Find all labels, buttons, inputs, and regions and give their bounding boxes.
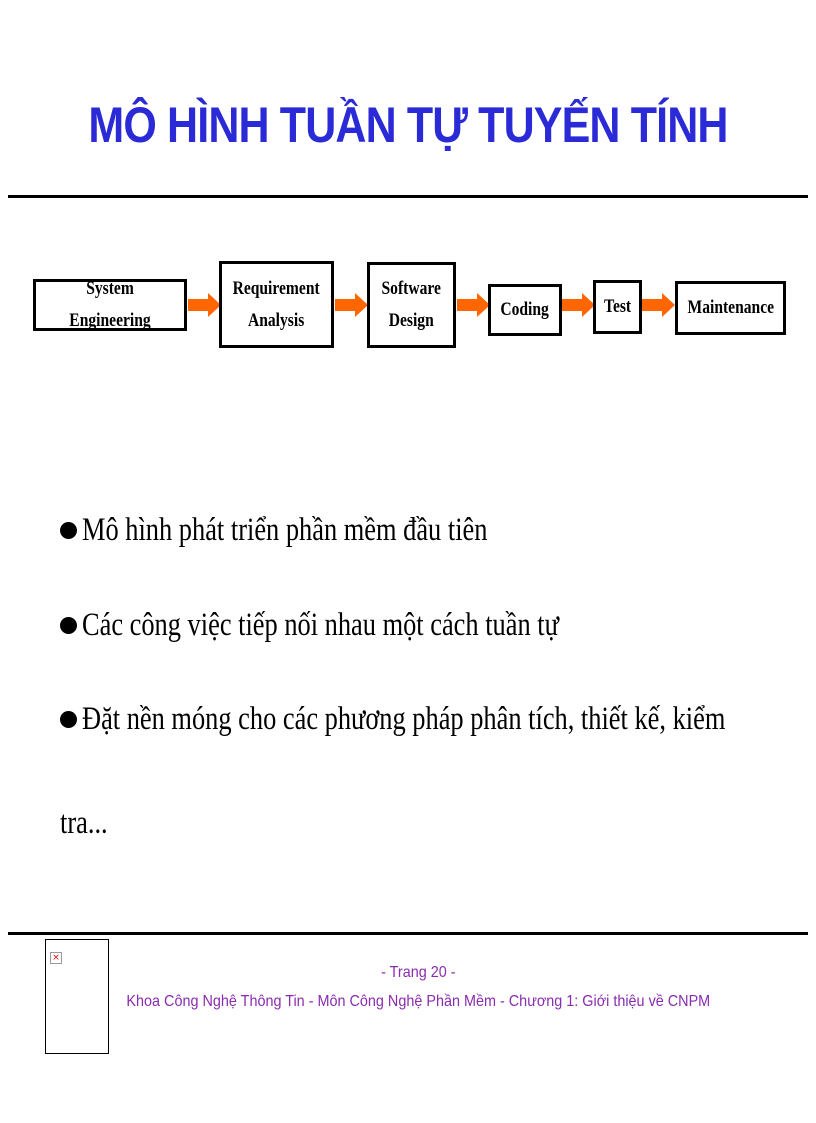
bullet-dot-icon <box>60 617 77 634</box>
arrow-icon <box>457 293 490 317</box>
broken-image-icon: × <box>50 952 62 964</box>
arrow-icon <box>562 293 595 317</box>
bottom-divider <box>8 932 808 935</box>
step-requirement-analysis: Requirement Analysis <box>219 261 334 348</box>
footer-page-number: - Trang 20 - <box>380 964 456 981</box>
bullet-item: Đặt nền móng cho các phương pháp phân tích, thiết kế, kiểm <box>60 701 816 738</box>
arrow-icon <box>188 293 221 317</box>
step-system-engineering: System Engineering <box>33 279 187 331</box>
step-maintenance: Maintenance <box>675 281 786 335</box>
top-divider <box>8 195 808 198</box>
bullet-item: Mô hình phát triển phần mềm đầu tiên <box>60 512 589 549</box>
bullet-dot-icon <box>60 522 77 539</box>
arrow-icon <box>335 293 368 317</box>
bullet-item: Các công việc tiếp nối nhau một cách tuần tự <box>60 607 678 644</box>
step-software-design: Software Design <box>367 262 456 348</box>
step-test: Test <box>593 280 642 334</box>
page-title: MÔ HÌNH TUẦN TỰ TUYẾN TÍNH <box>88 97 728 153</box>
bullet-continuation: tra... <box>60 805 108 841</box>
arrow-icon <box>642 293 675 317</box>
step-coding: Coding <box>488 284 562 336</box>
bullet-dot-icon <box>60 711 77 728</box>
footer-course-info: Khoa Công Nghệ Thông Tin - Môn Công Nghệ Phần Mềm - Chương 1: Giới thiệu về CNPM <box>126 993 710 1010</box>
